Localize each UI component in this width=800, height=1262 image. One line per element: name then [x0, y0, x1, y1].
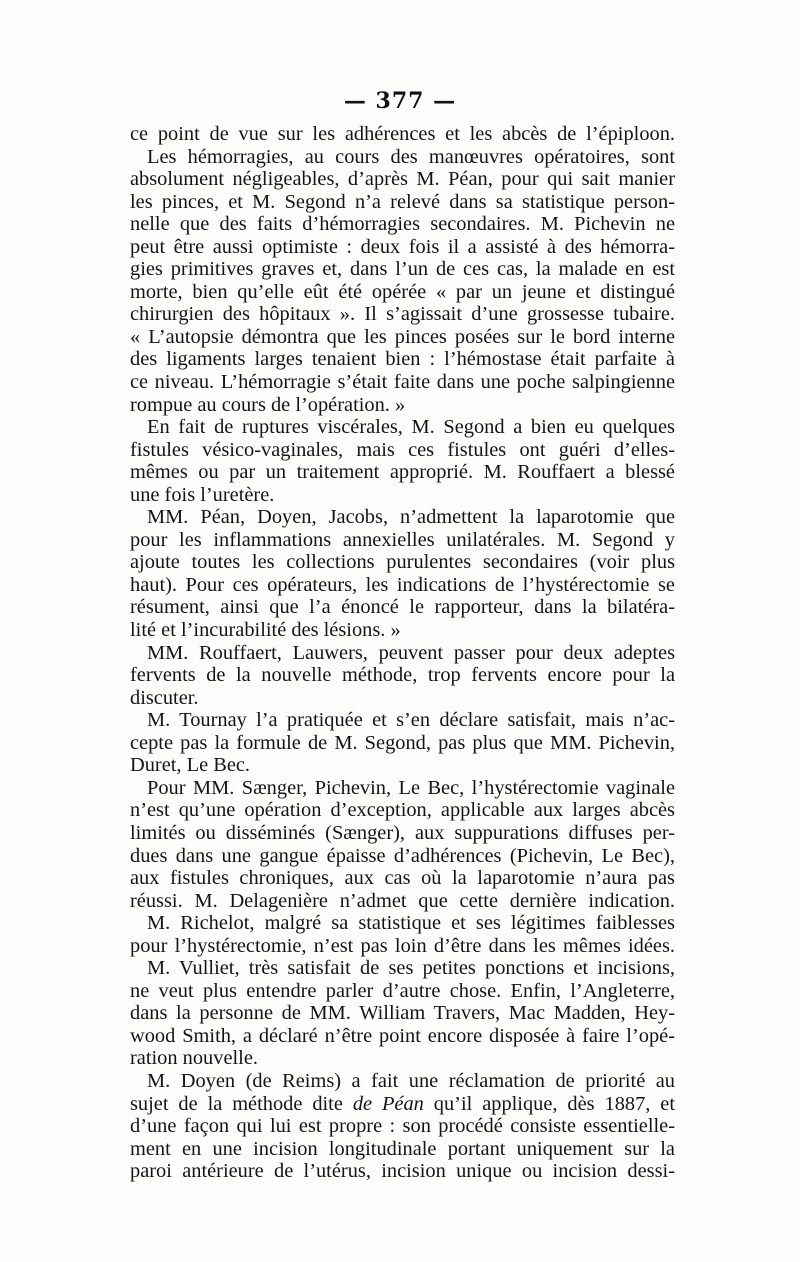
text-line: haut). Pour ces opérateurs, les indications de l’hystérectomie se — [130, 573, 675, 596]
text-line: MM. Rouffaert, Lauwers, peuvent passer pour deux adeptes — [147, 641, 675, 664]
text-line: wood Smith, a déclaré n’être point encore disposée à faire l’opé- — [130, 1024, 675, 1047]
text-line: dues dans une gangue épaisse d’adhérences (Pichevin, Le Bec), — [130, 844, 675, 867]
text-line: M. Tournay l’a pratiquée et s’en déclare satisfait, mais n’ac- — [147, 709, 675, 732]
page-number: — 377 — — [343, 88, 457, 114]
text-line: MM. Péan, Doyen, Jacobs, n’admettent la laparotomie que — [147, 506, 675, 529]
text-line: n’est qu’une opération d’exception, applicable aux larges abcès — [130, 799, 675, 822]
text-line: Pour MM. Sænger, Pichevin, Le Bec, l’hystérectomie vaginale — [147, 776, 675, 799]
text-line: sujet de la méthode dite de Péan qu’il applique, dès 1887, et — [130, 1092, 676, 1115]
text-line: absolument négligeables, d’après M. Péan, pour qui sait manier — [130, 168, 675, 191]
text-line: réussi. M. Delagenière n’admet que cette dernière indication. — [130, 889, 675, 912]
text-line: Duret, Le Bec. — [130, 754, 251, 777]
text-line: ration nouvelle. — [130, 1047, 258, 1070]
text-line: une fois l’uretère. — [130, 483, 275, 506]
text-line: rompue au cours de l’opération. » — [130, 393, 406, 416]
text-line: aux fistules chroniques, aux cas où la laparotomie n’aura pas — [130, 867, 675, 890]
text-line: morte, bien qu’elle eût été opérée « par un jeune et distingué — [130, 280, 675, 303]
body-text — [130, 123, 675, 1183]
text-line: peut être aussi optimiste : deux fois il a assisté à des hémorra- — [130, 235, 675, 258]
text-line: En fait de ruptures viscérales, M. Segond a bien eu quelques — [147, 416, 675, 439]
text-line: ce niveau. L’hémorragie s’était faite dans une poche salpingienne — [130, 371, 675, 394]
text-line: fistules vésico-vaginales, mais ces fistules ont guéri d’elles- — [130, 438, 675, 461]
text-line: limités ou disséminés (Sænger), aux suppurations diffuses per- — [130, 821, 675, 844]
text-line: d’une façon qui lui est propre : son procédé consiste essentielle- — [130, 1115, 675, 1138]
text-line: mêmes ou par un traitement approprié. M. Rouffaert a blessé — [130, 461, 675, 484]
text-line: chirurgien des hôpitaux ». Il s’agissait d’une grossesse tubaire. — [130, 303, 675, 326]
text-line: ment en une incision longitudinale portant uniquement sur la — [130, 1137, 675, 1160]
text-line: pour l’hystérectomie, n’est pas loin d’être dans les mêmes idées. — [130, 934, 675, 957]
text-line: paroi antérieure de l’utérus, incision unique ou incision dessi- — [130, 1160, 675, 1183]
text-line: M. Vulliet, très satisfait de ses petites ponctions et incisions, — [147, 957, 675, 980]
text-line: Les hémorragies, au cours des manœuvres opératoires, sont — [147, 145, 675, 168]
text-line: M. Doyen (de Reims) a fait une réclamation de priorité au — [147, 1069, 675, 1092]
text-line: ce point de vue sur les adhérences et les abcès de l’épiploon. — [130, 123, 675, 145]
text-line: M. Richelot, malgré sa statistique et ses légitimes faiblesses — [147, 912, 675, 935]
text-line: gies primitives graves et, dans l’un de ces cas, la malade en est — [130, 258, 675, 281]
text-line: dans la personne de MM. William Travers, Mac Madden, Hey- — [130, 1002, 675, 1025]
text-line: fervents de la nouvelle méthode, trop fervents encore pour la — [130, 664, 675, 687]
text-line: résument, ainsi que l’a énoncé le rapporteur, dans la bilatéra- — [130, 596, 675, 619]
text-line: « L’autopsie démontra que les pinces posées sur le bord interne — [130, 325, 675, 348]
text-line: les pinces, et M. Segond n’a relevé dans sa statistique person- — [130, 190, 675, 213]
text-line: pour les inflammations annexielles unilatérales. M. Segond y — [130, 528, 675, 551]
text-line: discuter. — [130, 686, 199, 709]
text-line: lité et l’incurabilité des lésions. » — [130, 619, 401, 642]
text-line: cepte pas la formule de M. Segond, pas plus que MM. Pichevin, — [130, 731, 675, 754]
text-line: nelle que des faits d’hémorragies secondaires. M. Pichevin ne — [130, 213, 675, 236]
text-line: ne veut plus entendre parler d’autre chose. Enfin, l’Angleterre, — [130, 979, 675, 1002]
text-line: ajoute toutes les collections purulentes secondaires (voir plus — [130, 551, 675, 574]
text-line: des ligaments larges tenaient bien : l’hémostase était parfaite à — [130, 348, 675, 371]
